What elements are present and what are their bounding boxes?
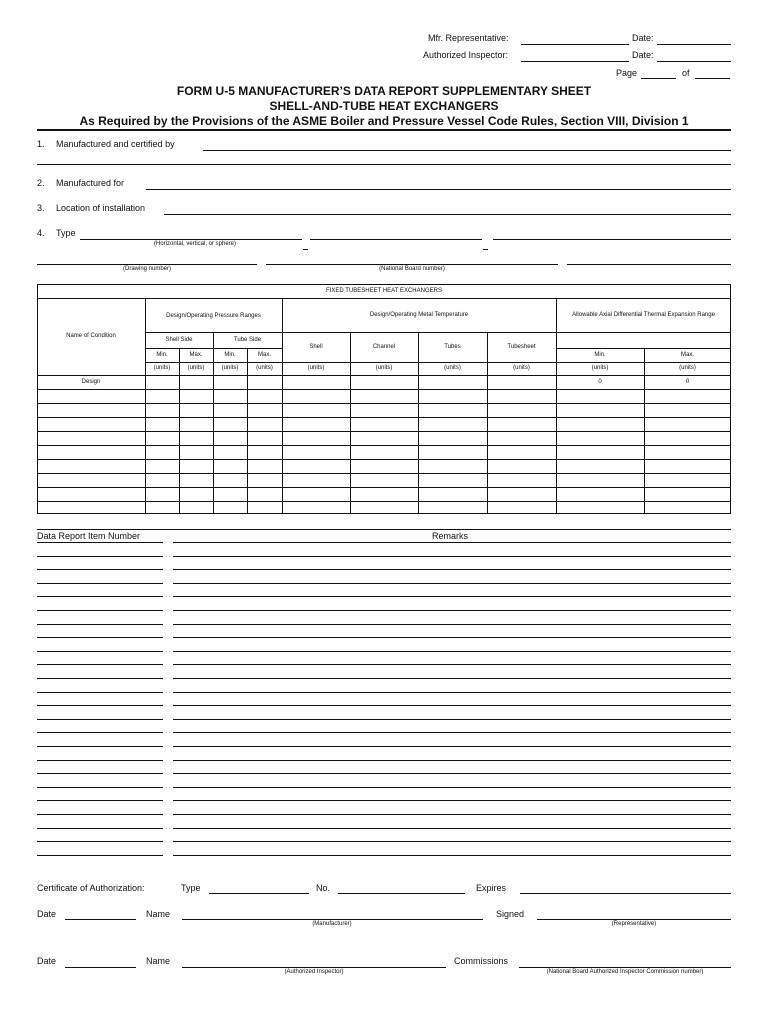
condition-design: Design — [81, 378, 101, 385]
signed-field[interactable] — [537, 919, 731, 920]
cert-no-label: No. — [316, 883, 331, 893]
national-board-caption: (National Board number) — [379, 266, 445, 272]
units-label: (units) — [221, 365, 239, 371]
extra-field[interactable] — [567, 264, 731, 265]
remarks-line[interactable] — [173, 732, 731, 733]
units-label: (units) — [679, 365, 696, 371]
location-field[interactable] — [164, 214, 731, 215]
item-1-number: 1. — [37, 139, 45, 149]
item-2-label: Manufactured for — [56, 178, 125, 188]
drawing-number-caption: (Drawing number) — [122, 266, 171, 272]
remarks-line[interactable] — [173, 719, 731, 720]
item-number-line[interactable] — [37, 596, 163, 597]
remarks-line[interactable] — [173, 746, 731, 747]
item-number-line[interactable] — [37, 732, 163, 733]
item-number-line[interactable] — [37, 841, 163, 842]
item-4-label: Type — [56, 228, 76, 238]
title-divider — [37, 129, 731, 131]
national-board-field[interactable] — [266, 264, 558, 265]
date-label-2: Date: — [632, 50, 654, 60]
item-number-line[interactable] — [37, 583, 163, 584]
type-field-3[interactable] — [493, 239, 731, 240]
authorized-inspector-label: Authorized Inspector: — [423, 50, 509, 60]
date-label-inspector: Date — [37, 956, 57, 966]
item-number-line[interactable] — [37, 719, 163, 720]
authorized-inspector-caption: (Authorized Inspector) — [284, 969, 344, 975]
axial-min-header: Min. — [594, 351, 606, 358]
page-label: Page — [616, 68, 638, 78]
manufactured-by-field-2[interactable] — [37, 164, 731, 165]
item-4-number: 4. — [37, 228, 45, 238]
item-number-line[interactable] — [37, 814, 163, 815]
date-label-manufacturer: Date — [37, 909, 57, 919]
remarks-line[interactable] — [173, 569, 731, 570]
drawing-number-field[interactable] — [37, 264, 257, 265]
shell-min-header: Min. — [156, 351, 168, 358]
remarks-line[interactable] — [173, 583, 731, 584]
date-label: Date: — [632, 33, 654, 43]
type-caption: (Horizontal, vertical, or sphere) — [153, 241, 237, 247]
channel-temp-header: Channel — [372, 343, 396, 350]
item-number-line[interactable] — [37, 705, 163, 706]
remarks-line[interactable] — [173, 855, 731, 856]
remarks-line[interactable] — [173, 773, 731, 774]
commissions-label: Commissions — [454, 956, 509, 966]
item-number-line[interactable] — [37, 664, 163, 665]
remarks-line[interactable] — [173, 637, 731, 638]
page-number-field[interactable] — [641, 78, 676, 79]
pressure-ranges-header: Design/Operating Pressure Ranges — [166, 312, 261, 319]
remarks-line[interactable] — [173, 651, 731, 652]
remarks-line[interactable] — [173, 542, 731, 543]
dash-mark — [483, 249, 488, 250]
data-report-item-number-label: Data Report Item Number — [37, 531, 141, 541]
remarks-line[interactable] — [173, 814, 731, 815]
cert-type-label: Type — [181, 883, 201, 893]
remarks-line[interactable] — [173, 678, 731, 679]
remarks-line[interactable] — [173, 760, 731, 761]
of-label: of — [682, 68, 690, 78]
units-label: (units) — [256, 365, 273, 371]
shell-max-header: Max. — [189, 351, 203, 358]
item-2-number: 2. — [37, 178, 45, 188]
manufacturer-caption: (Manufacturer) — [312, 921, 352, 927]
remarks-line[interactable] — [173, 800, 731, 801]
item-number-line[interactable] — [37, 800, 163, 801]
item-number-line[interactable] — [37, 624, 163, 625]
tube-max-header: Max. — [257, 351, 271, 358]
manufactured-by-field[interactable] — [203, 150, 731, 151]
type-field-2[interactable] — [310, 239, 482, 240]
remarks-line[interactable] — [173, 610, 731, 611]
item-3-number: 3. — [37, 203, 45, 213]
mfr-date-field[interactable] — [657, 44, 731, 45]
tube-side-header: Tube Side — [233, 336, 262, 343]
inspector-date-field[interactable] — [657, 61, 731, 62]
item-number-line[interactable] — [37, 678, 163, 679]
units-label: (units) — [513, 365, 530, 371]
item-number-line[interactable] — [37, 746, 163, 747]
item-number-line[interactable] — [37, 787, 163, 788]
inspector-date-field-2[interactable] — [65, 967, 136, 968]
item-number-line[interactable] — [37, 637, 163, 638]
expires-field[interactable] — [520, 893, 731, 894]
dash-mark — [303, 249, 308, 250]
mfr-representative-label: Mfr. Representative: — [428, 33, 509, 43]
remarks-line[interactable] — [173, 828, 731, 829]
axial-max-header: Max. — [680, 351, 694, 358]
units-label: (units) — [444, 365, 461, 371]
item-1-label: Manufactured and certified by — [56, 139, 175, 149]
item-number-line[interactable] — [37, 855, 163, 856]
axial-min-value: 0 — [598, 378, 602, 385]
authorized-inspector-field[interactable] — [521, 61, 629, 62]
shell-temp-header: Shell — [309, 343, 323, 350]
units-label: (units) — [307, 365, 325, 371]
fixed-tubesheet-table — [37, 284, 731, 514]
remarks-line[interactable] — [173, 624, 731, 625]
remarks-line[interactable] — [173, 692, 731, 693]
certificate-of-authorization-label: Certificate of Authorization: — [37, 883, 145, 893]
remarks-line[interactable] — [173, 787, 731, 788]
item-number-line[interactable] — [37, 569, 163, 570]
type-field[interactable] — [80, 239, 302, 240]
item-3-label: Location of installation — [56, 203, 146, 213]
remarks-line[interactable] — [173, 664, 731, 665]
cert-no-field[interactable] — [338, 893, 465, 894]
representative-caption: (Representative) — [611, 921, 657, 927]
manufacturer-date-field[interactable] — [65, 919, 136, 920]
item-number-line[interactable] — [37, 692, 163, 693]
form-subtitle: SHELL-AND-TUBE HEAT EXCHANGERS — [269, 99, 499, 113]
units-label: (units) — [153, 365, 171, 371]
name-label-manufacturer: Name — [146, 909, 171, 919]
item-number-line[interactable] — [37, 760, 163, 761]
tubesheet-temp-header: Tubesheet — [507, 343, 536, 350]
units-label: (units) — [187, 365, 205, 371]
item-number-line[interactable] — [37, 828, 163, 829]
remarks-label: Remarks — [432, 531, 469, 541]
axial-max-value: 0 — [685, 378, 690, 385]
manufactured-for-field[interactable] — [146, 189, 731, 190]
remarks-top-rule — [37, 529, 731, 530]
tubes-temp-header: Tubes — [444, 343, 461, 350]
nb-commission-caption: (National Board Authorized Inspector Commission number) — [546, 969, 704, 975]
item-number-line[interactable] — [37, 610, 163, 611]
inspector-name-field[interactable] — [182, 967, 446, 968]
shell-side-header: Shell Side — [165, 336, 193, 343]
remarks-line[interactable] — [173, 596, 731, 597]
tube-min-header: Min. — [224, 351, 236, 358]
remarks-line[interactable] — [173, 705, 731, 706]
mfr-representative-field[interactable] — [521, 44, 629, 45]
item-number-line[interactable] — [37, 773, 163, 774]
item-number-line[interactable] — [37, 556, 163, 557]
name-label-inspector: Name — [146, 956, 171, 966]
name-of-condition-header: Name of Condition — [66, 333, 116, 339]
axial-expansion-header: Allowable Axial Differential Thermal Expansion Range — [572, 311, 715, 318]
form-code-reference: As Required by the Provisions of the ASME Boiler and Pressure Vessel Code Rules, Section VIII, Division 1 — [79, 114, 689, 128]
metal-temperature-header: Design/Operating Metal Temperature — [369, 311, 469, 318]
expires-label: Expires — [476, 883, 507, 893]
page-total-field[interactable] — [695, 78, 730, 79]
signed-label: Signed — [496, 909, 525, 919]
remarks-line[interactable] — [173, 841, 731, 842]
commissions-field[interactable] — [519, 967, 731, 968]
units-label: (units) — [591, 365, 609, 371]
units-label: (units) — [375, 365, 393, 371]
item-number-line[interactable] — [37, 651, 163, 652]
manufacturer-name-field[interactable] — [182, 919, 483, 920]
form-title: FORM U-5 MANUFACTURER’S DATA REPORT SUPPLEMENTARY SHEET — [176, 84, 592, 98]
cert-type-field[interactable] — [209, 893, 309, 894]
remarks-line[interactable] — [173, 556, 731, 557]
item-number-line[interactable] — [37, 542, 163, 543]
table-title: FIXED TUBESHEET HEAT EXCHANGERS — [326, 288, 442, 294]
